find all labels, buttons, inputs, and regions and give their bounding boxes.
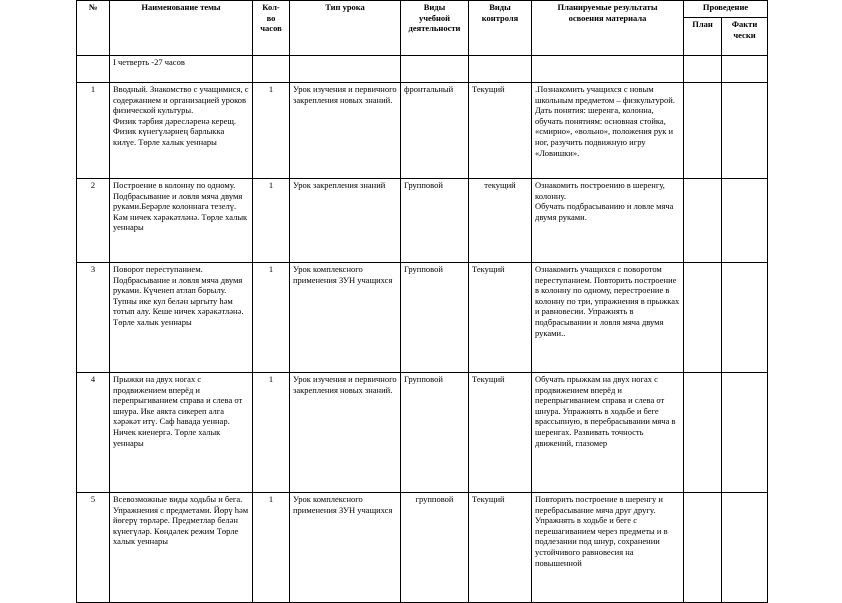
header-plan: План — [684, 18, 722, 56]
row-control: текущий — [469, 179, 532, 263]
row-number: 4 — [77, 373, 110, 493]
row-results: Повторить построение в шеренгу и перебрасывание мяча друг другу. Упражнять в ходьбе и беге с перешагиванием через предметы и в подлезании под шнур, сохранении устойчивого равновесия на повышенной — [532, 493, 684, 603]
row-results: .Познакомить учащихся с новым школьным предметом – физкультурой. Дать понятия: шеренга, колонна, обучать понятиям: основная стойка, «смирно», «вольно», положения рук и ног, разучить подвижную игру «Ловишки». — [532, 83, 684, 179]
row-fact — [722, 373, 768, 493]
row-lesson-type: Урок комплексного применения ЗУН учащихся — [290, 493, 401, 603]
table-row — [77, 179, 768, 263]
table-row — [77, 83, 768, 179]
row-number: 1 — [77, 83, 110, 179]
row-plan — [684, 83, 722, 179]
row-results: Обучать прыжкам на двух ногах с продвижением вперёд и перепрыгиванием справа и слева от шнура. Упражнять в ходьбе и беге врассыпную, в перебрасывании мяча в шеренгах. Развивать точность движений, глазомер — [532, 373, 684, 493]
header-activity-types: Виды учебной деятельности — [401, 1, 469, 56]
row-hours: 1 — [253, 373, 290, 493]
row-plan — [684, 263, 722, 373]
header-number: № — [77, 1, 110, 56]
row-results: Ознакомить учащихся с поворотом переступанием. Повторить построение в колонну по одному, перестроение в колонну по три, упражнения в прыжках и равновесии. Упражнять в подбрасывании и ловля мяча двумя руками.. — [532, 263, 684, 373]
row-results: Ознакомить построению в шеренгу, колонну. Обучать подбрасыванию и ловле мяча двумя руками. — [532, 179, 684, 263]
quarter-row — [77, 56, 768, 83]
row-hours: 1 — [253, 83, 290, 179]
header-control-types: Виды контроля — [469, 1, 532, 56]
lesson-plan-table — [76, 0, 768, 603]
row-plan — [684, 493, 722, 603]
row-fact — [722, 493, 768, 603]
row-topic: Прыжки на двух ногах с продвижением вперёд и перепрыгиванием справа и слева от шнура. Ике аякта сикереп алга хәрәкәт итү. Саф һавада уеннар. Ничек киенергә. Төрле халык уеннары — [110, 373, 253, 493]
row-topic: Построение в колонну по одному. Подбрасывание и ловля мяча двумя руками.Берәрле колоннага тезелү. Кәм ничек хәрәкәтләнә. Төрле халык уеннары — [110, 179, 253, 263]
row-plan — [684, 179, 722, 263]
row-topic: Поворот переступанием. Подбрасывание и ловля мяча двумя руками. Күченеп атлап борылу. Тупны ике кул белән ыргыту һәм тотып алу. Кеше ничек хәрәкәтләнә. Төрле халык уеннары — [110, 263, 253, 373]
row-number: 2 — [77, 179, 110, 263]
row-fact — [722, 83, 768, 179]
row-topic: Всевозможные виды ходьбы и бега. Упражнения с предметами. Йөрү һәм йөгерү төрләре. Предметлар белән күнегүләр. Көндәлек режим Төрле халык уеннары — [110, 493, 253, 603]
row-lesson-type: Урок изучения и первичного закрепления новых знаний. — [290, 373, 401, 493]
row-hours: 1 — [253, 179, 290, 263]
row-lesson-type: Урок изучения и первичного закрепления новых знаний. — [290, 83, 401, 179]
row-lesson-type: Урок комплексного применения ЗУН учащихся — [290, 263, 401, 373]
row-activity: Групповой — [401, 179, 469, 263]
header-planned-results: Планируемые результаты освоения материала — [532, 1, 684, 56]
row-activity: групповой — [401, 493, 469, 603]
header-fact: Факти чески — [722, 18, 768, 56]
row-fact — [722, 179, 768, 263]
row-control: Текущий — [469, 493, 532, 603]
row-control: Текущий — [469, 83, 532, 179]
row-activity: Групповой — [401, 263, 469, 373]
header-topic: Наименование темы — [110, 1, 253, 56]
row-hours: 1 — [253, 493, 290, 603]
row-number: 5 — [77, 493, 110, 603]
row-hours: 1 — [253, 263, 290, 373]
header-hours-count: Кол- во часов — [253, 1, 290, 56]
quarter-title: I четверть -27 часов — [110, 56, 253, 83]
row-activity: фронтальный — [401, 83, 469, 179]
row-number: 3 — [77, 263, 110, 373]
row-fact — [722, 263, 768, 373]
row-activity: Групповой — [401, 373, 469, 493]
row-topic: Вводный. Знакомство с учащимися, с содержанием и организацией уроков физической культуры. Физик тәрбия дәресләренә керещ. Физик күнегүләрнең барлыкка килүе. Төрле халык уеннары — [110, 83, 253, 179]
header-conduct: Проведение — [684, 1, 768, 18]
row-control: Текущий — [469, 263, 532, 373]
table-row — [77, 263, 768, 373]
row-control: Текущий — [469, 373, 532, 493]
header-lesson-type: Тип урока — [290, 1, 401, 56]
row-lesson-type: Урок закрепления знаний — [290, 179, 401, 263]
table-row — [77, 493, 768, 603]
row-plan — [684, 373, 722, 493]
table-row — [77, 373, 768, 493]
